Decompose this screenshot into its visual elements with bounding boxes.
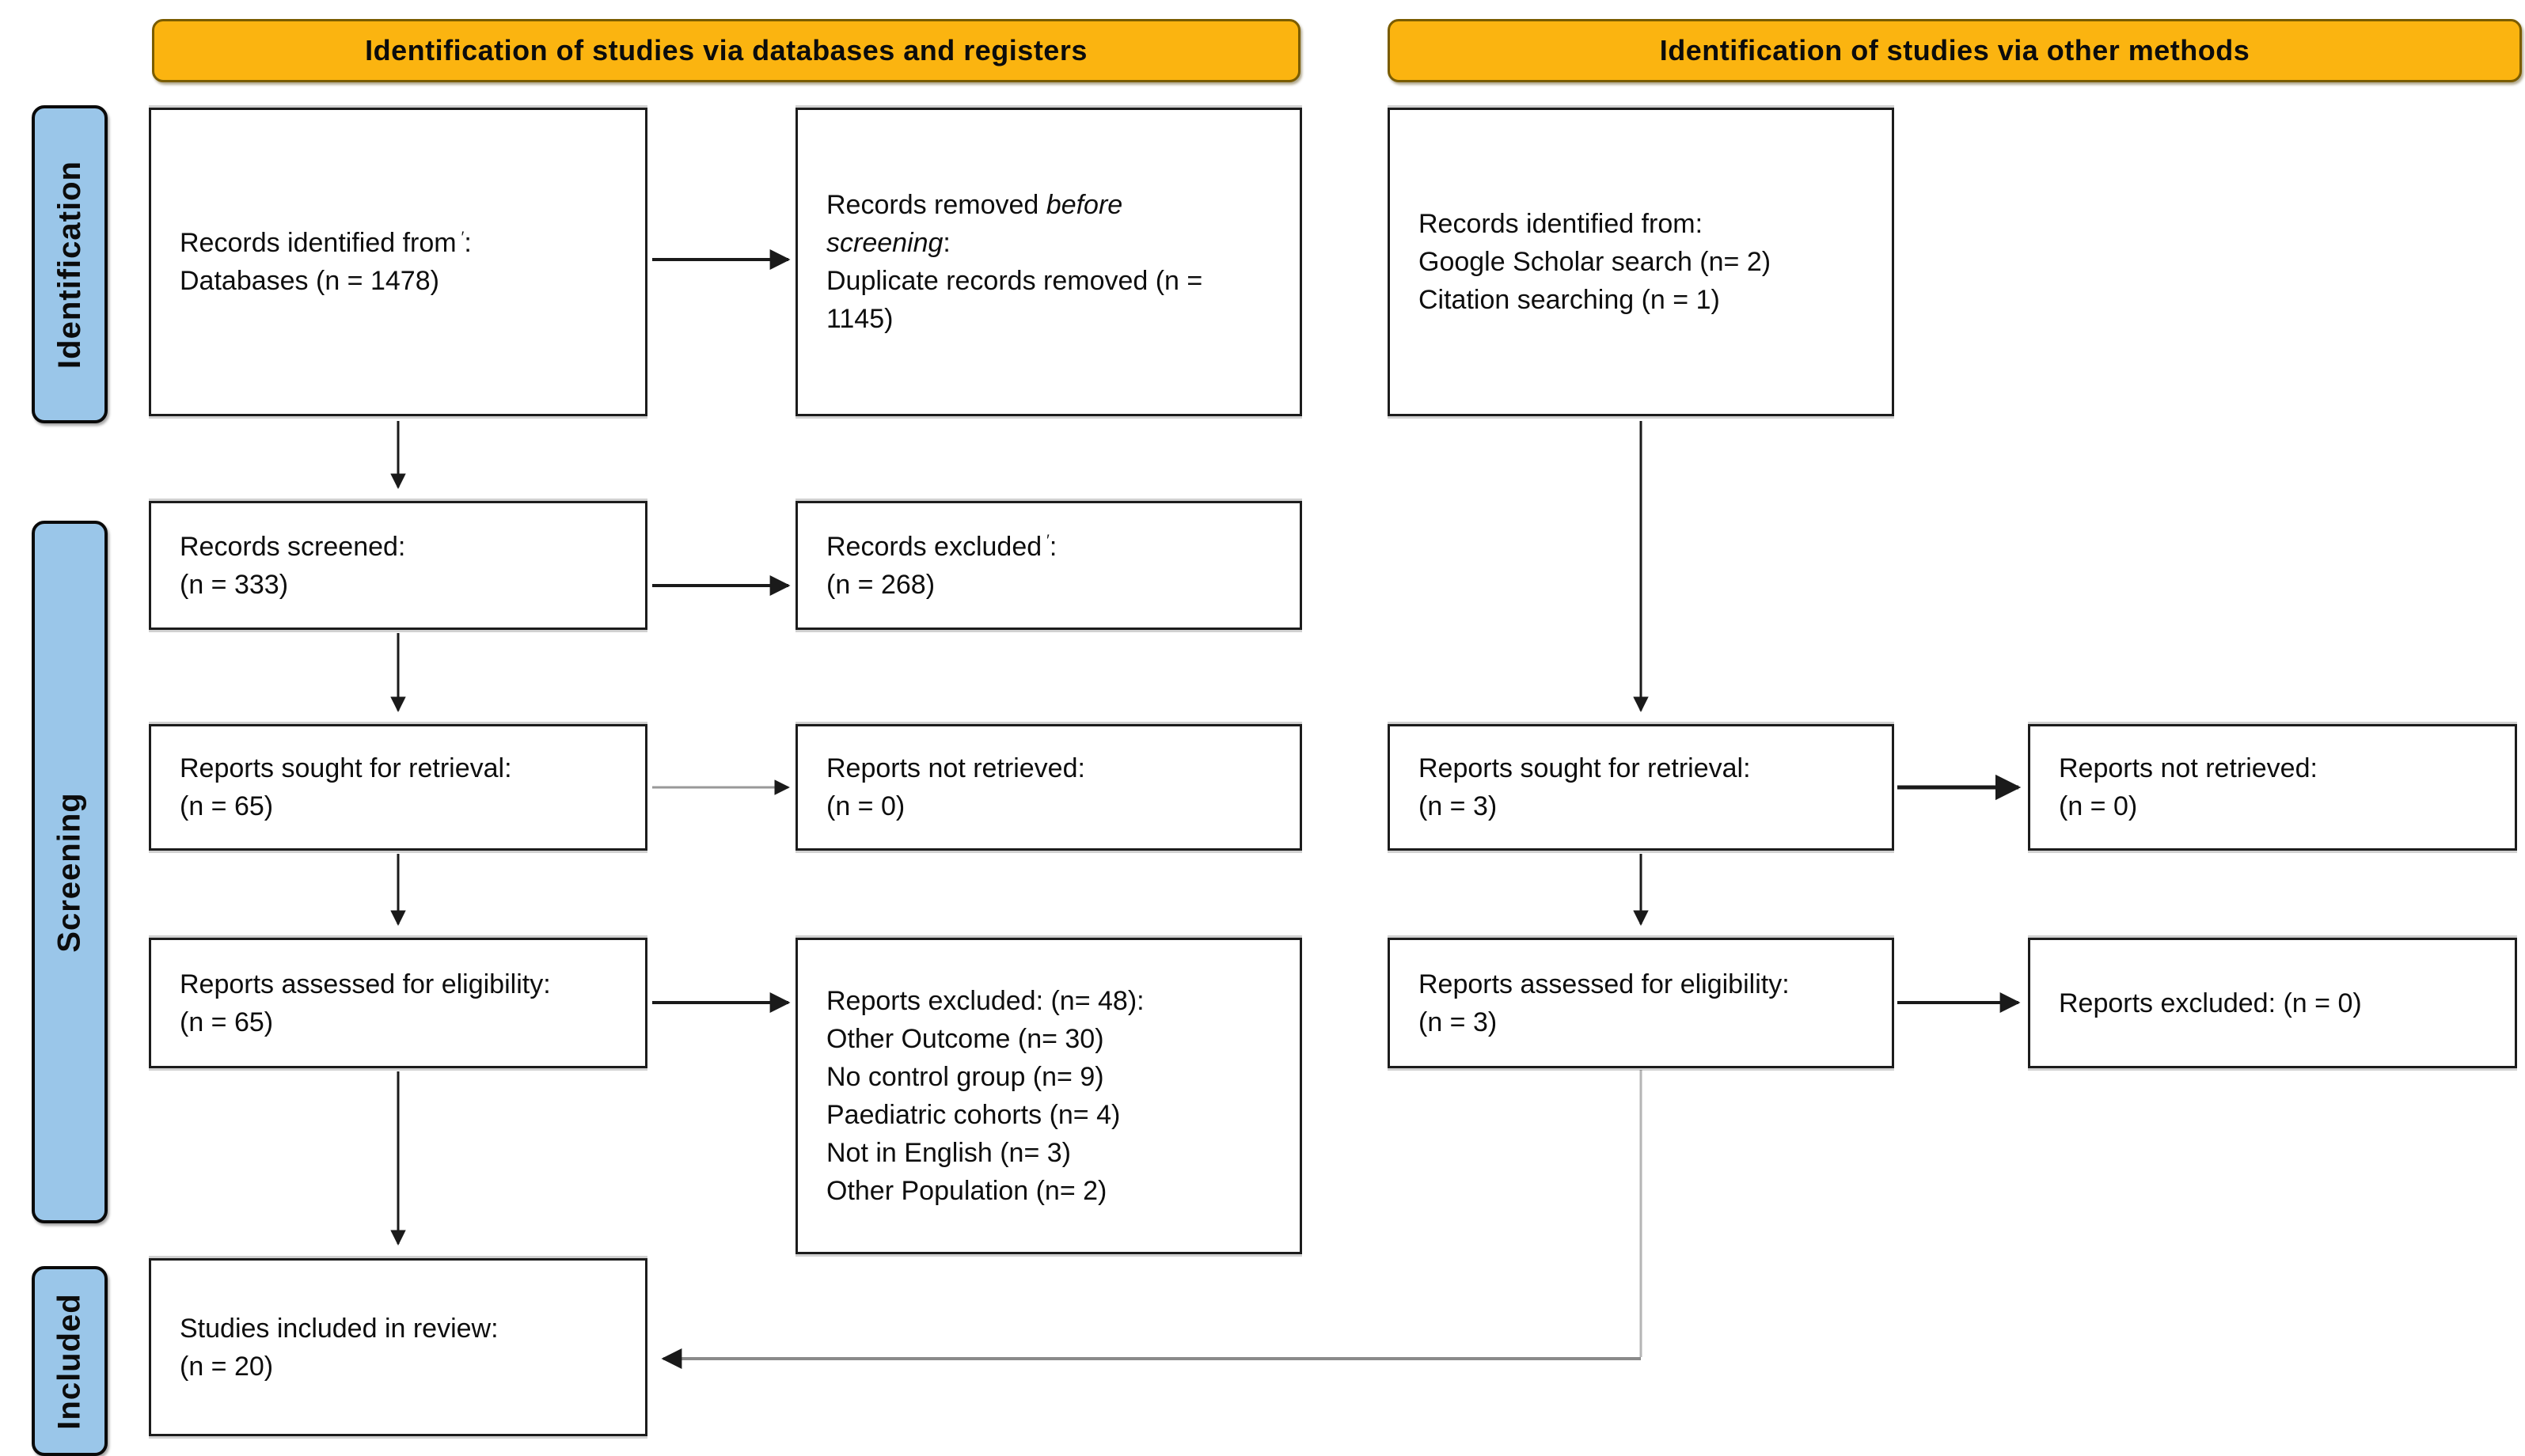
reports-excluded-other-line1: Reports excluded: (n = 0) <box>2059 988 2362 1018</box>
box-reports-excluded-databases <box>795 938 1302 1254</box>
footnote-mark: ′ <box>1046 532 1050 550</box>
colon: : <box>943 228 951 258</box>
stage-label-screening <box>32 521 108 1223</box>
records-screened-line2: (n = 333) <box>180 569 289 600</box>
stage-label-included <box>32 1266 108 1456</box>
exclusion-reason: Paediatric cohorts (n= 4) <box>826 1100 1121 1130</box>
records-excluded-text: Records excluded <box>826 531 1042 562</box>
exclusion-reason: Not in English (n= 3) <box>826 1138 1071 1168</box>
screening-italic: screening <box>826 228 944 258</box>
reports-not-retrieved-db-line2: (n = 0) <box>826 791 906 821</box>
records-excluded-line2: (n = 268) <box>826 569 936 600</box>
records-screened-line1: Records screened: <box>180 531 406 562</box>
records-identified-line2: Databases (n = 1478) <box>180 266 439 296</box>
records-identified-text: Records identified from <box>180 228 457 258</box>
records-identified-line1 <box>180 224 629 262</box>
colon: : <box>464 228 472 258</box>
box-reports-sought-databases <box>149 724 647 851</box>
box-reports-assessed-other <box>1388 938 1894 1068</box>
stage-label-identification <box>32 105 108 423</box>
box-records-identified-other <box>1388 108 1894 416</box>
reports-not-retrieved-other-line2: (n = 0) <box>2059 791 2138 821</box>
reports-not-retrieved-other-line1: Reports not retrieved: <box>2059 753 2318 783</box>
banner-databases-registers-label: Identification of studies via databases and registers <box>365 34 1088 66</box>
box-studies-included <box>149 1258 647 1436</box>
box-records-identified-databases <box>149 108 647 416</box>
reports-assessed-other-line1: Reports assessed for eligibility: <box>1418 969 1790 999</box>
before-italic: before <box>1046 190 1123 220</box>
box-records-excluded <box>795 501 1302 630</box>
stage-label-screening-text: Screening <box>51 791 87 953</box>
box-reports-not-retrieved-other <box>2028 724 2517 851</box>
reports-excluded-db-heading: Reports excluded: (n= 48): <box>826 986 1145 1016</box>
box-reports-not-retrieved-databases <box>795 724 1302 851</box>
reports-sought-other-line2: (n = 3) <box>1418 791 1498 821</box>
records-removed-text: Records removed <box>826 190 1046 220</box>
studies-included-line1: Studies included in review: <box>180 1313 499 1344</box>
banner-other-methods-label: Identification of studies via other methods <box>1659 34 2250 66</box>
banner-other-methods <box>1388 19 2522 82</box>
exclusion-reason: Other Outcome (n= 30) <box>826 1024 1104 1054</box>
reports-sought-db-line1: Reports sought for retrieval: <box>180 753 512 783</box>
footnote-mark: ′ <box>461 228 465 246</box>
exclusion-reason: No control group (n= 9) <box>826 1062 1104 1092</box>
box-records-screened <box>149 501 647 630</box>
reports-sought-db-line2: (n = 65) <box>180 791 274 821</box>
box-reports-assessed-databases <box>149 938 647 1068</box>
studies-included-line2: (n = 20) <box>180 1351 274 1382</box>
box-records-removed-before-screening <box>795 108 1302 416</box>
reports-sought-other-line1: Reports sought for retrieval: <box>1418 753 1751 783</box>
banner-databases-registers <box>152 19 1300 82</box>
other-identified-line1: Records identified from: <box>1418 209 1703 239</box>
reports-assessed-other-line2: (n = 3) <box>1418 1007 1498 1037</box>
exclusion-reason: Other Population (n= 2) <box>826 1176 1107 1206</box>
colon: : <box>1049 531 1057 562</box>
other-identified-line3: Citation searching (n = 1) <box>1418 285 1720 315</box>
reports-assessed-db-line2: (n = 65) <box>180 1007 274 1037</box>
box-reports-sought-other <box>1388 724 1894 851</box>
records-excluded-line1 <box>826 528 1284 566</box>
stage-label-included-text: Included <box>51 1292 87 1430</box>
records-removed-line3: Duplicate records removed (n = <box>826 266 1203 296</box>
reports-not-retrieved-db-line1: Reports not retrieved: <box>826 753 1085 783</box>
records-removed-line1 <box>826 186 1284 224</box>
records-removed-line4: 1145) <box>826 304 894 334</box>
box-reports-excluded-other <box>2028 938 2517 1068</box>
reports-assessed-db-line1: Reports assessed for eligibility: <box>180 969 551 999</box>
other-identified-line2: Google Scholar search (n= 2) <box>1418 247 1771 277</box>
records-removed-line2 <box>826 224 1284 262</box>
stage-label-identification-text: Identification <box>51 160 87 369</box>
